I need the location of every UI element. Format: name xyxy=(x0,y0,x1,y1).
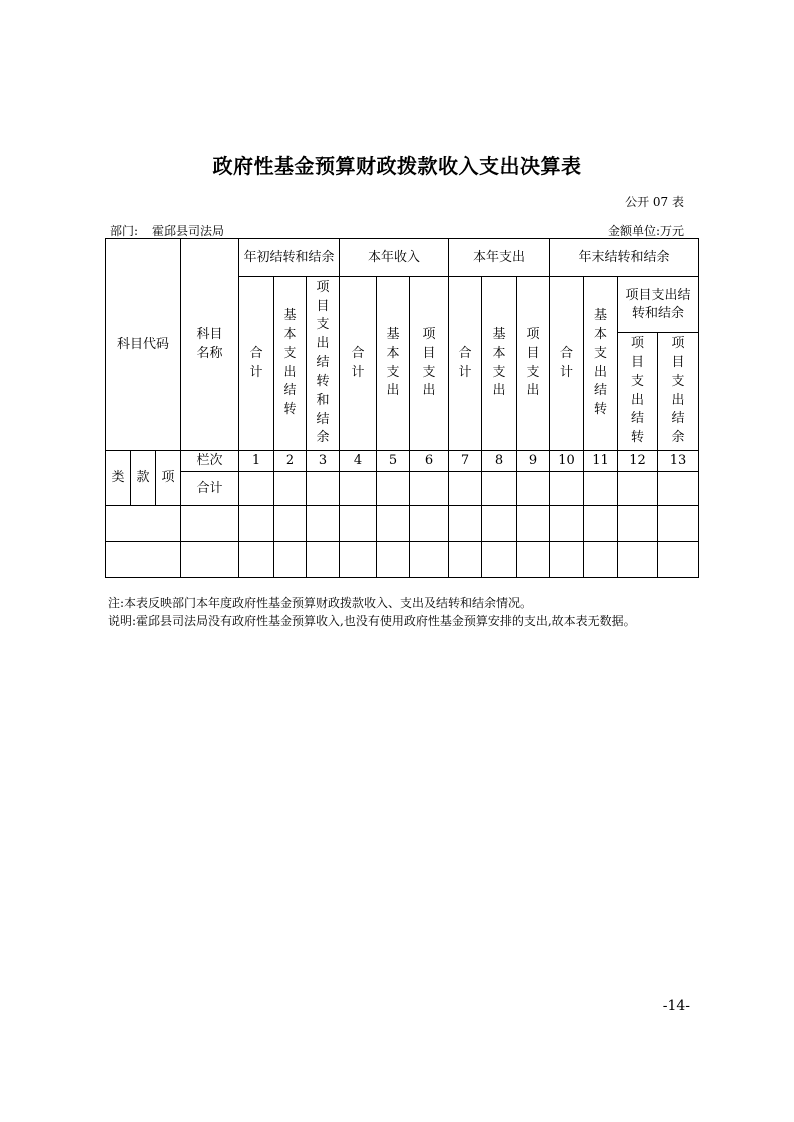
header-income-basic xyxy=(377,277,410,451)
code-item: 项 xyxy=(156,451,181,506)
table-cell xyxy=(618,506,658,542)
empty-row xyxy=(106,506,699,542)
table-cell xyxy=(410,542,449,578)
header-begin-basic xyxy=(274,277,307,451)
table-cell xyxy=(449,506,482,542)
code-section: 款 xyxy=(131,451,156,506)
header-begin-project-text: 项目支出结转和结余 xyxy=(316,279,330,446)
header-expense-project-text: 项目支出 xyxy=(526,326,540,399)
header-income: 本年收入 xyxy=(340,239,449,277)
header-expense: 本年支出 xyxy=(449,239,550,277)
column-number: 4 xyxy=(340,451,377,472)
table-cell xyxy=(618,472,658,506)
column-number: 5 xyxy=(377,451,410,472)
header-end-balance: 年末结转和结余 xyxy=(550,239,699,277)
table-cell xyxy=(274,506,307,542)
table-cell xyxy=(106,542,181,578)
explanation-text: 说明:霍邱县司法局没有政府性基金预算收入,也没有使用政府性基金预算安排的支出,故本表无数据。 xyxy=(108,614,636,628)
table-cell xyxy=(658,506,699,542)
header-subject-name xyxy=(181,239,239,451)
table-cell xyxy=(584,506,618,542)
amount-unit: 金额单位:万元 xyxy=(607,224,684,238)
table-cell xyxy=(239,472,274,506)
table-cell xyxy=(239,542,274,578)
header-begin-total-text: 合计 xyxy=(249,345,263,380)
header-end-total-text: 合计 xyxy=(559,345,573,380)
department-value: 霍邱县司法局 xyxy=(152,224,225,238)
column-index-label: 栏次 xyxy=(181,451,239,472)
table-cell xyxy=(274,542,307,578)
column-index-row xyxy=(106,451,699,472)
table-cell xyxy=(482,542,517,578)
table-cell xyxy=(181,542,239,578)
page-title: 政府性基金预算财政拨款收入支出决算表 xyxy=(212,154,582,178)
table-cell xyxy=(307,542,340,578)
header-end-project-balance xyxy=(658,333,699,451)
header-expense-total-text: 合计 xyxy=(458,345,472,380)
column-number: 10 xyxy=(550,451,584,472)
header-income-project xyxy=(410,277,449,451)
table-cell xyxy=(517,506,550,542)
table-cell xyxy=(517,542,550,578)
table-cell xyxy=(377,506,410,542)
column-number: 2 xyxy=(274,451,307,472)
header-begin-balance-text: 年初结转和结余 xyxy=(243,249,335,265)
header-begin-balance xyxy=(239,239,340,277)
table-cell xyxy=(482,472,517,506)
table-cell xyxy=(517,472,550,506)
table-cell xyxy=(550,542,584,578)
department-label: 部门: xyxy=(110,224,139,238)
table-cell xyxy=(482,506,517,542)
table-cell xyxy=(658,542,699,578)
header-begin-total xyxy=(239,277,274,451)
note-text: 注:本表反映部门本年度政府性基金预算财政拨款收入、支出及结转和结余情况。 xyxy=(108,596,533,610)
table-cell xyxy=(181,506,239,542)
total-label: 合计 xyxy=(181,472,239,506)
column-number: 11 xyxy=(584,451,618,472)
header-begin-project xyxy=(307,277,340,451)
header-end-project-carry xyxy=(618,333,658,451)
header-subject-code: 科目代码 xyxy=(106,239,181,451)
empty-row xyxy=(106,542,699,578)
table-cell xyxy=(618,542,658,578)
table-cell xyxy=(550,472,584,506)
table-cell xyxy=(340,542,377,578)
header-income-total xyxy=(340,277,377,451)
table-cell xyxy=(410,472,449,506)
column-number: 9 xyxy=(517,451,550,472)
header-expense-basic xyxy=(482,277,517,451)
column-number: 13 xyxy=(658,451,699,472)
header-income-total-text: 合计 xyxy=(351,345,365,380)
table-cell xyxy=(550,506,584,542)
header-end-basic-text: 基本支出结转 xyxy=(593,307,607,418)
column-number: 8 xyxy=(482,451,517,472)
header-subject-name-text: 科目名称 xyxy=(196,326,223,361)
table-cell xyxy=(377,472,410,506)
page-number: -14- xyxy=(662,998,690,1014)
table-cell xyxy=(377,542,410,578)
header-end-project-carry-text: 项目支出结转 xyxy=(630,335,644,446)
table-cell xyxy=(658,472,699,506)
table-cell xyxy=(307,472,340,506)
department-line xyxy=(110,222,238,239)
header-expense-project xyxy=(517,277,550,451)
table-cell xyxy=(410,506,449,542)
table-cell xyxy=(307,506,340,542)
code-class: 类 xyxy=(106,451,131,506)
header-expense-basic-text: 基本支出 xyxy=(492,326,506,399)
table-cell xyxy=(340,472,377,506)
table-cell xyxy=(449,542,482,578)
column-number: 7 xyxy=(449,451,482,472)
table-cell xyxy=(106,506,181,542)
table-cell xyxy=(584,542,618,578)
header-expense-total xyxy=(449,277,482,451)
table-cell xyxy=(449,472,482,506)
header-end-total xyxy=(550,277,584,451)
table-cell xyxy=(584,472,618,506)
header-income-project-text: 项目支出 xyxy=(422,326,436,399)
notes xyxy=(108,594,636,630)
header-end-basic xyxy=(584,277,618,451)
column-number: 1 xyxy=(239,451,274,472)
table-cell xyxy=(340,506,377,542)
column-number: 12 xyxy=(618,451,658,472)
header-end-project-balance-text: 项目支出结余 xyxy=(671,335,685,446)
table-cell xyxy=(239,506,274,542)
table-code: 公开 07 表 xyxy=(625,195,684,209)
header-income-basic-text: 基本支出 xyxy=(386,326,400,399)
total-row xyxy=(106,472,699,506)
column-number: 6 xyxy=(410,451,449,472)
column-number: 3 xyxy=(307,451,340,472)
header-begin-basic-text: 基本支出结转 xyxy=(283,307,297,418)
header-row-1 xyxy=(106,239,699,277)
fund-table xyxy=(105,238,699,578)
table-cell xyxy=(274,472,307,506)
header-end-project-text: 项目支出结转和结余 xyxy=(625,287,691,321)
header-end-project xyxy=(618,277,699,333)
